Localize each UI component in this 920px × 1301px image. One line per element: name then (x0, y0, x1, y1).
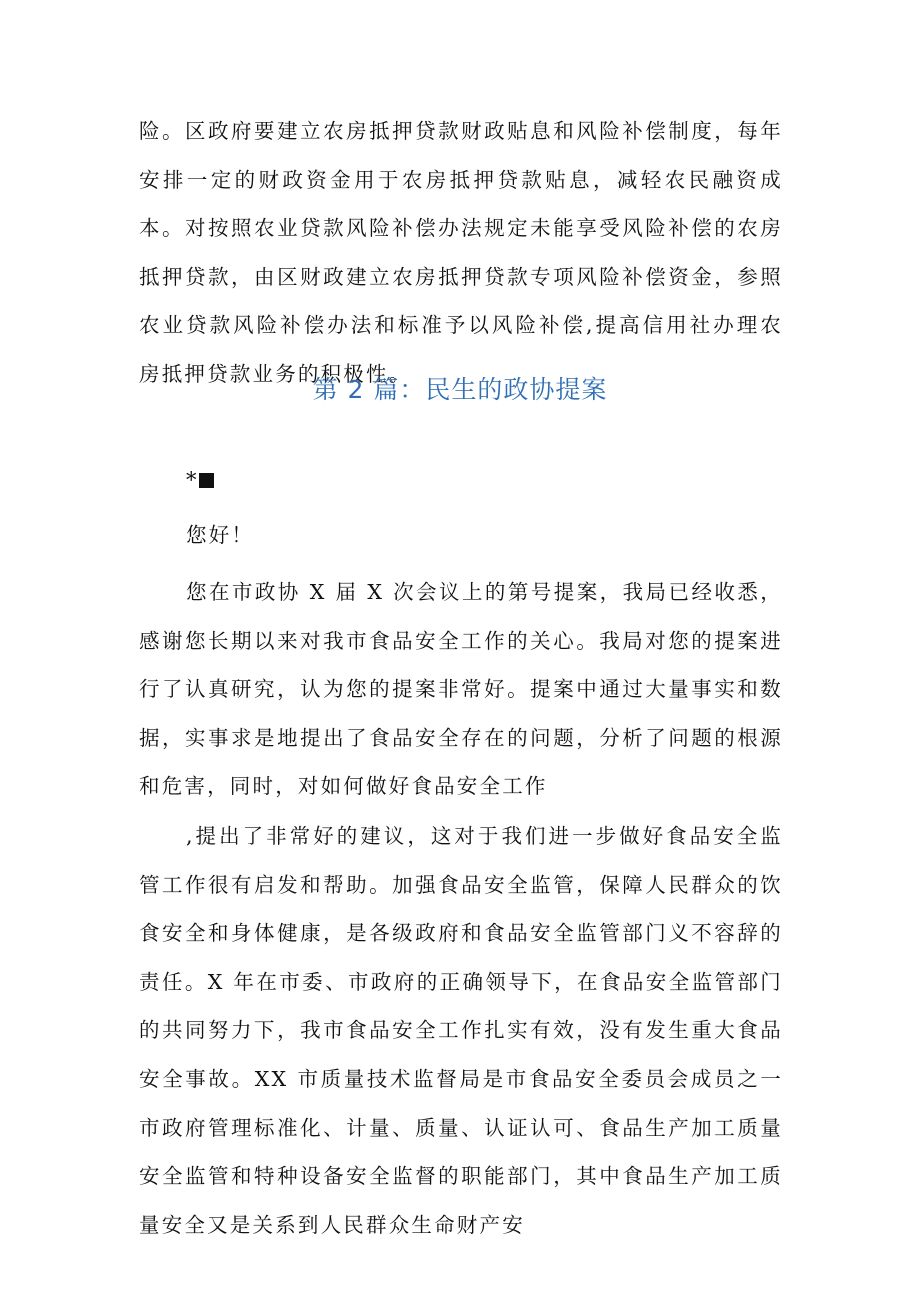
section-heading: 第 2 篇：民生的政协提案 (312, 375, 608, 404)
body-paragraph-continuation: 险。区政府要建立农房抵押贷款财政贴息和风险补偿制度，每年安排一定的财政资金用于农房抵押贷款贴息，减轻农民融资成本。对按照农业贷款风险补偿办法规定未能享受风险补偿的农房抵押贷款，由区财政建立农房抵押贷款专项风险补偿资金，参照农业贷款风险补偿办法和标准予以风险补偿,提高信用社办理农房抵押贷款业务的积极性。 (139, 119, 783, 386)
addressee-text: * (186, 468, 197, 492)
addressee-line (186, 462, 214, 498)
greeting-line: 您好！ (186, 523, 255, 547)
body-paragraph-reply-continued: ,提出了非常好的建议，这对于我们进一步做好食品安全监管工作很有启发和帮助。加强食品安全监管，保障人民群众的饮食安全和身体健康，是各级政府和食品安全监管部门义不容辞的责任。X 年在市委、市政府的正确领导下，在食品安全监管部门的共同努力下，我市食品安全工作扎实有效，没有发生重大食品安全事故。XX 市质量技术监督局是市食品安全委员会成员之一市政府管理标准化、计量、质量、认证认可、食品生产加工质量安全监管和特种设备安全监督的职能部门，其中食品生产加工质量安全又是关系到人民群众生命财产安 (139, 824, 783, 1237)
redaction-block (199, 473, 214, 488)
body-paragraph-reply: 您在市政协 X 届 X 次会议上的第号提案，我局已经收悉，感谢您长期以来对我市食品安全工作的关心。我局对您的提案进行了认真研究，认为您的提案非常好。提案中通过大量事实和数据，实事求是地提出了食品安全存在的问题，分析了问题的根源和危害，同时，对如何做好食品安全工作 (139, 580, 783, 799)
